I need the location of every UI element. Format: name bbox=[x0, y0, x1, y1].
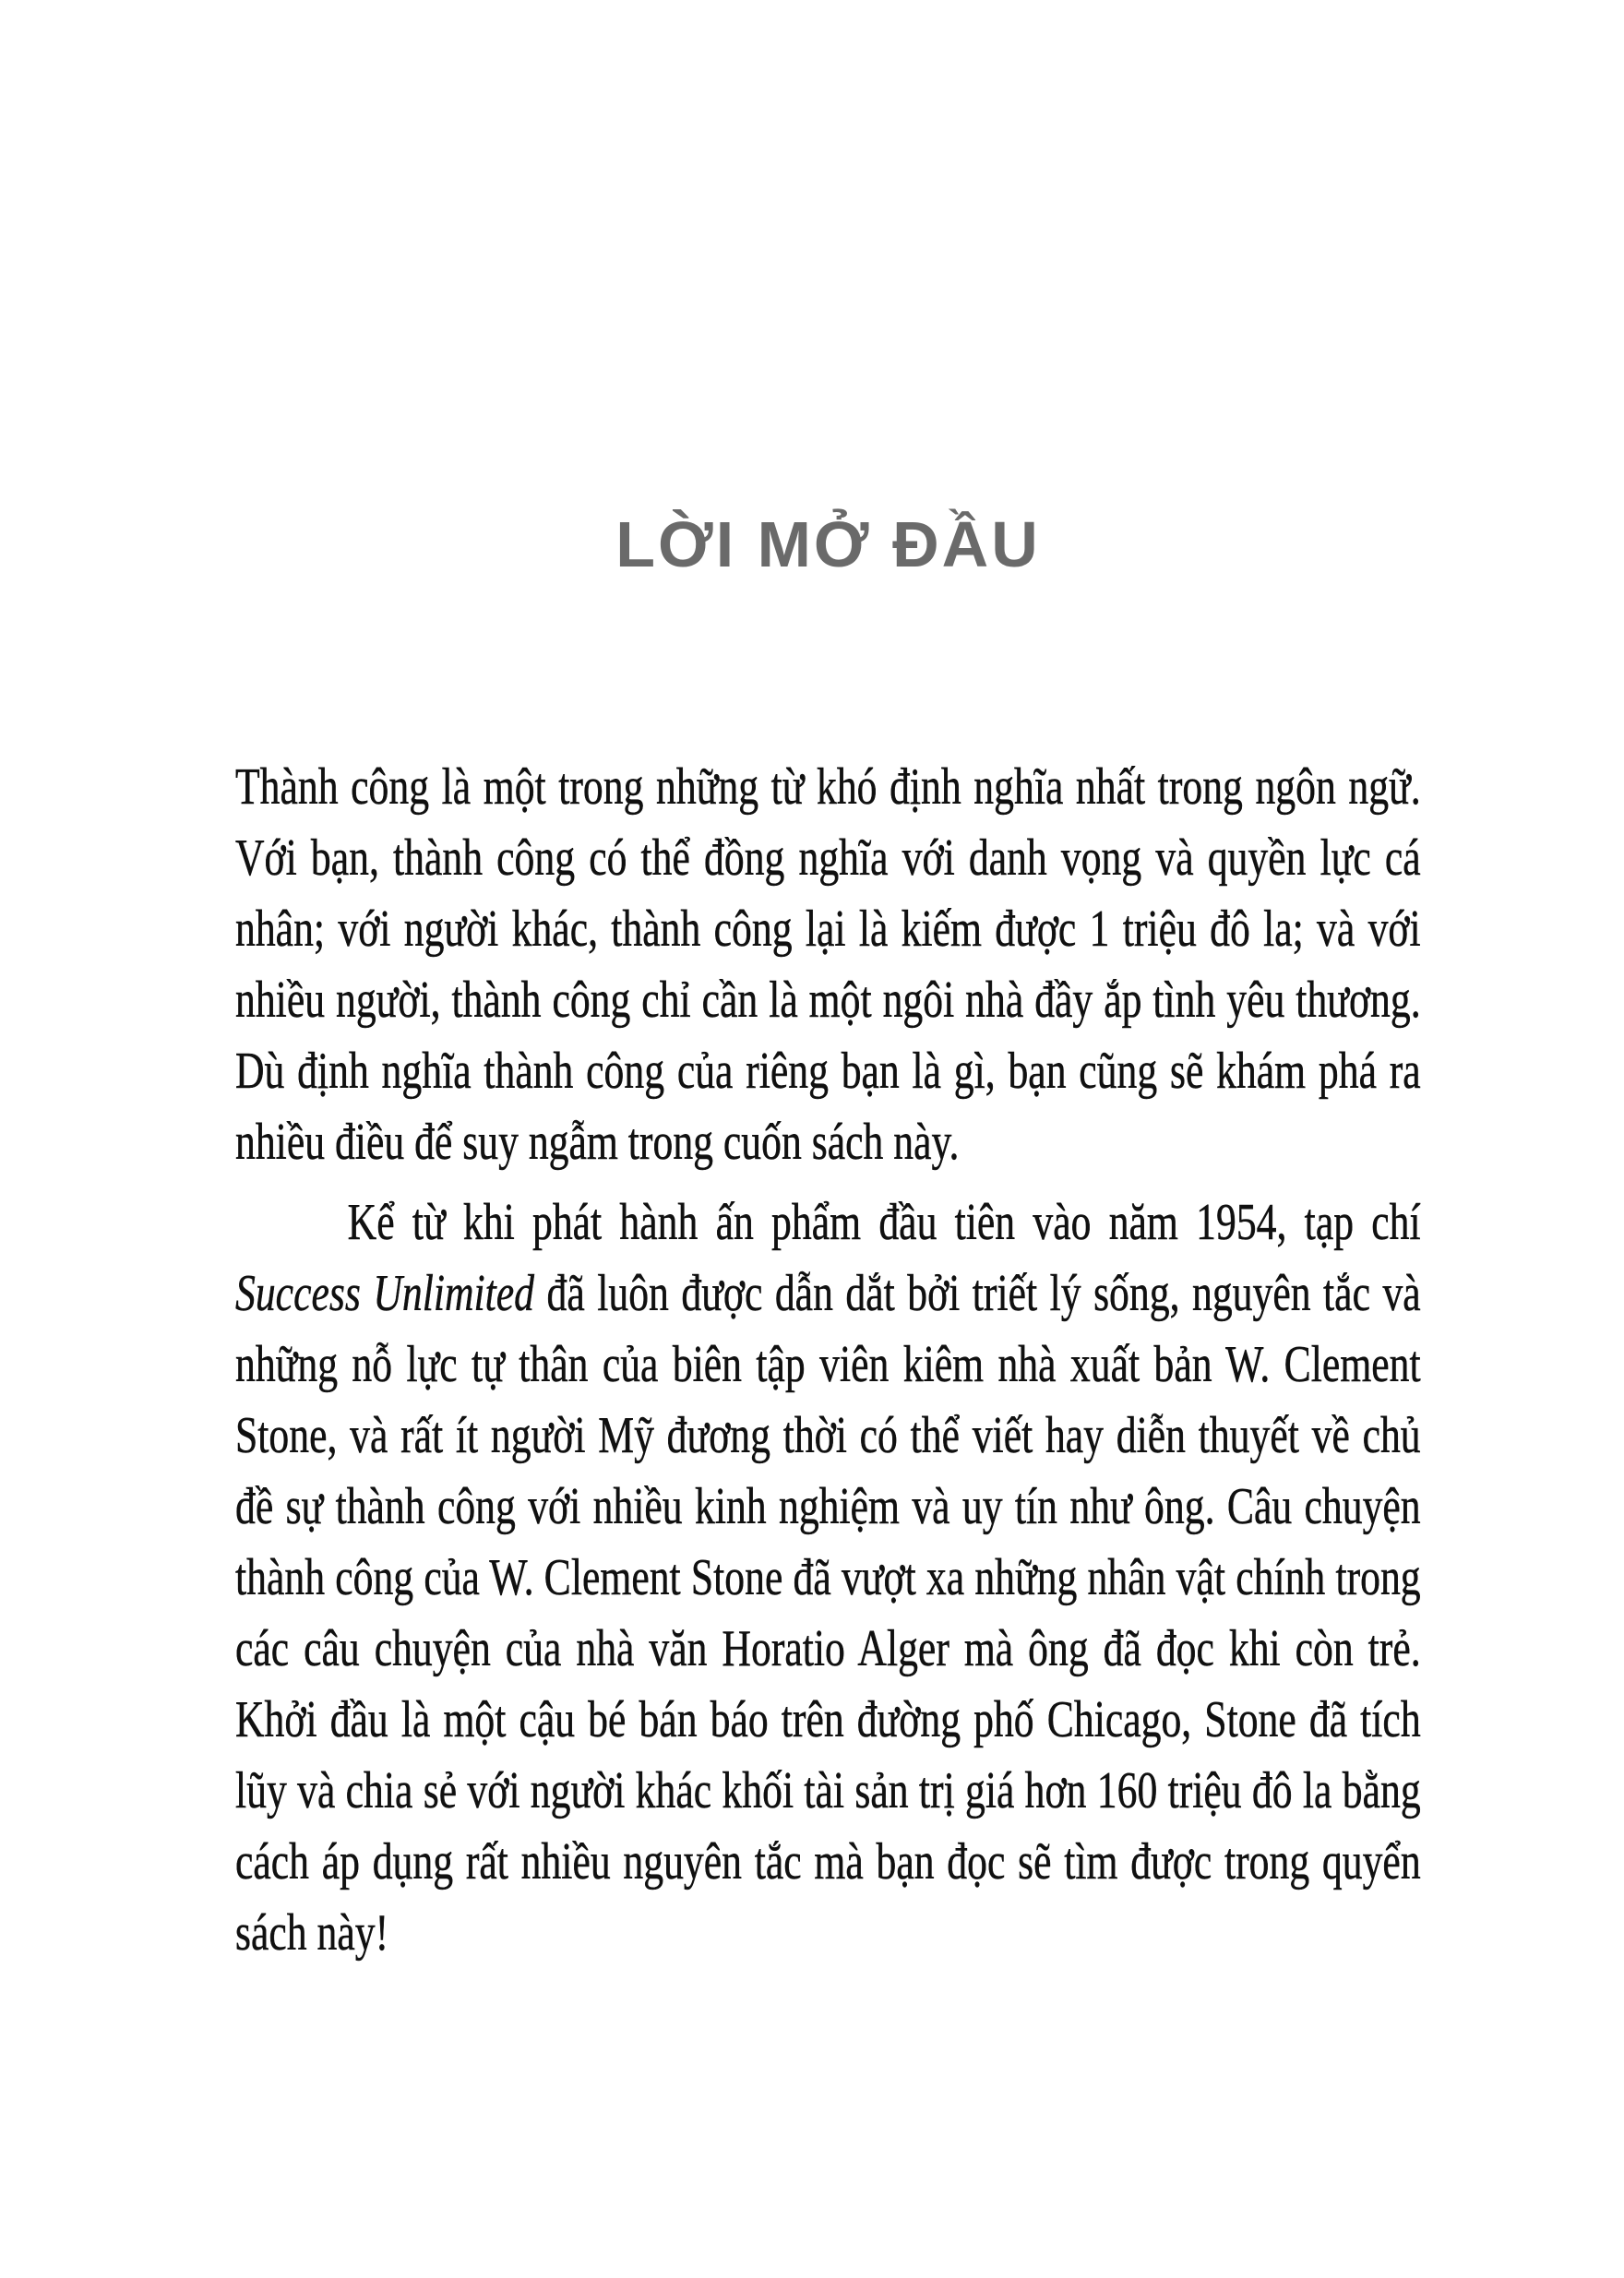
paragraph-1-segment-1: Thành công là một trong những từ khó định nghĩa nhất trong ngôn ngữ. Với bạn, thành công có thể đồng nghĩa với danh vọng và quyền lực cá nhân; với người khác, thành công lại là kiếm được 1 triệu đô la; và với nhiều người, thành công chỉ cần là một ngôi nhà đầy ắp tình yêu thương. Dù định nghĩa thành công của riêng bạn là gì, bạn cũng sẽ khám phá ra nhiều điều để suy ngẫm trong cuốn sách này. bbox=[235, 758, 1421, 1171]
body-text-block bbox=[235, 752, 1421, 1969]
page-title: LỜI MỞ ĐẦU bbox=[615, 508, 1041, 580]
paragraph-2-segment-3: đã luôn được dẫn dắt bởi triết lý sống, nguyên tắc và những nỗ lực tự thân của biên tập viên kiêm nhà xuất bản W. Clement Stone, và rất ít người Mỹ đương thời có thể viết hay diễn thuyết về chủ đề sự thành công với nhiều kinh nghiệm và uy tín như ông. Câu chuyện thành công của W. Clement Stone đã vượt xa những nhân vật chính trong các câu chuyện của nhà văn Horatio Alger mà ông đã đọc khi còn trẻ. Khởi đầu là một cậu bé bán báo trên đường phố Chicago, Stone đã tích lũy và chia sẻ với người khác khối tài sản trị giá hơn 160 triệu đô la bằng cách áp dụng rất nhiều nguyên tắc mà bạn đọc sẽ tìm được trong quyển sách này! bbox=[235, 1265, 1421, 1962]
paragraph-2-segment-2: Success Unlimited bbox=[235, 1265, 535, 1322]
paragraph-1 bbox=[235, 752, 1421, 1178]
paragraph-2-segment-1: Kể từ khi phát hành ấn phẩm đầu tiên vào năm 1954, tạp chí bbox=[347, 1194, 1421, 1251]
paragraph-2 bbox=[235, 1187, 1421, 1969]
paragraph-container bbox=[235, 752, 1421, 1969]
